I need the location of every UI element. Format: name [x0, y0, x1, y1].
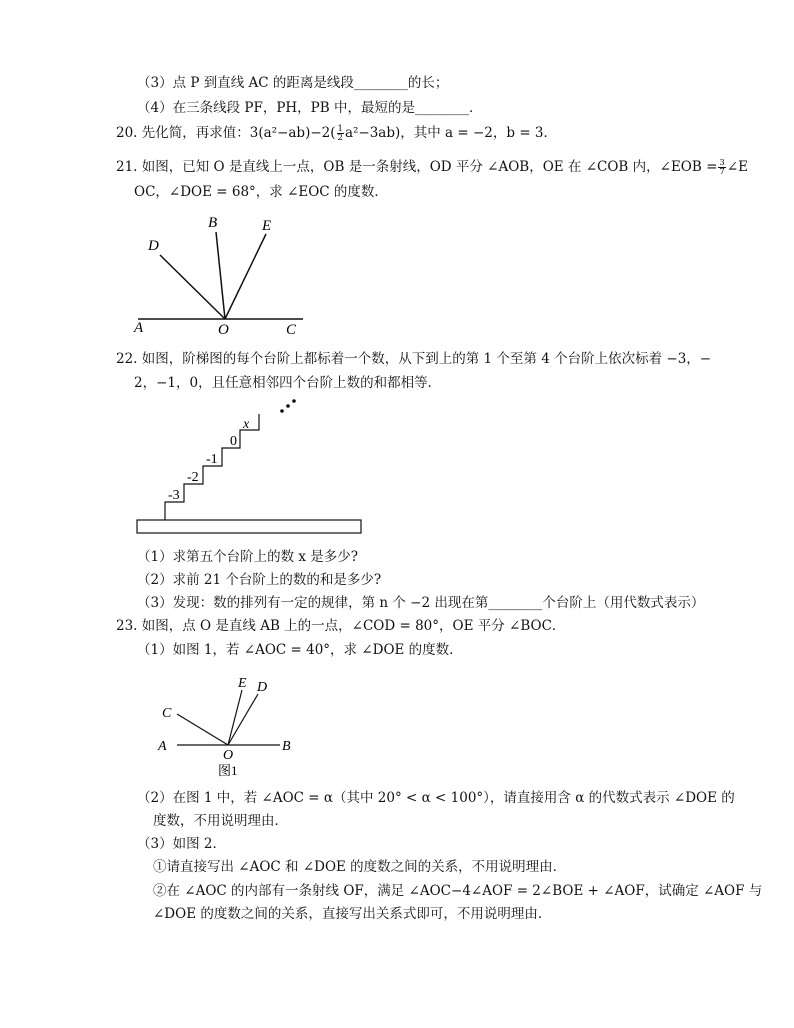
- q23-item-2-line-1: （2）在图 1 中，若 ∠AOC = α（其中 20° < α < 100°），请直接用含 α 的代数式表示 ∠DOE 的: [137, 790, 735, 806]
- label-b: B: [208, 215, 218, 231]
- ellipsis-dot: [280, 409, 284, 413]
- label-b: B: [282, 739, 291, 754]
- label-d: D: [257, 680, 268, 695]
- q21-fraction: $\frac{3}{7}$: [719, 158, 725, 177]
- ray-od: [160, 255, 225, 319]
- staircase-base: [137, 520, 361, 533]
- step-4-label: 0: [230, 434, 237, 449]
- label-c: C: [162, 706, 172, 721]
- q23-item-3-2-line-1: ②在 ∠AOC 的内部有一条射线 OF，满足 ∠AOC−4∠AOF = 2∠BOE + ∠AOF，试确定 ∠AOF 与: [153, 883, 763, 899]
- ellipsis-dot: [286, 404, 290, 408]
- step-3-label: -1: [206, 452, 218, 467]
- label-a: A: [158, 739, 167, 754]
- q19-item-4: （4）在三条线段 PF，PH，PB 中，最短的是________．: [137, 100, 483, 116]
- label-e: E: [262, 218, 272, 234]
- q23-item-3: （3）如图 2．: [137, 836, 226, 852]
- q22-line-2: 2，−1，0，且任意相邻四个台阶上数的和都相等．: [134, 375, 442, 391]
- step-2-label: -2: [187, 470, 199, 485]
- q21-text: 21. 如图，已知 O 是直线上一点，OB 是一条射线，OD 平分 ∠AOB，OE 在 ∠COB 内，∠EOB =: [116, 159, 718, 175]
- ray-ob: [216, 232, 225, 319]
- q23-item-2-line-2: 度数，不用说明理由．: [153, 813, 288, 829]
- ray-od: [228, 694, 258, 745]
- figure-q22: [132, 392, 367, 542]
- q21-text-tail: ∠E: [726, 159, 748, 175]
- q23-item-1: （1）如图 1，若 ∠AOC = 40°，求 ∠DOE 的度数．: [137, 642, 463, 658]
- q22-item-3: （3）发现：数的排列有一定的规律，第 n 个 −2 出现在第________个台阶上（用代数式表示）: [137, 595, 705, 611]
- label-e: E: [238, 676, 247, 691]
- ray-oe: [228, 690, 242, 745]
- step-5-label: x: [243, 417, 250, 432]
- q23-line: 23. 如图，点 O 是直线 AB 上的一点，∠COD = 80°，OE 平分 ∠BOC．: [116, 618, 566, 634]
- label-o: O: [223, 748, 234, 763]
- figure-caption: 图1: [218, 763, 238, 778]
- q19-item-3: （3）点 P 到直线 AC 的距离是线段________的长；: [137, 75, 449, 91]
- figure-q21: [128, 210, 318, 338]
- label-c: C: [286, 322, 297, 338]
- label-d: D: [148, 238, 159, 254]
- q23-item-3-2-line-2: ∠DOE 的度数之间的关系，直接写出关系式即可，不用说明理由．: [153, 906, 552, 922]
- q20-line: [116, 124, 557, 142]
- q23-item-3-1: ①请直接写出 ∠AOC 和 ∠DOE 的度数之间的关系，不用说明理由．: [153, 859, 567, 875]
- q20-text: 20. 先化简，再求值：3(a²−ab)−2(: [116, 125, 336, 141]
- ray-oe: [225, 234, 266, 319]
- step-1-label: -3: [168, 488, 180, 503]
- q20-fraction: $\frac{1}{2}$: [337, 124, 343, 143]
- label-a: A: [134, 320, 144, 336]
- q21-line-2: OC，∠DOE = 68°，求 ∠EOC 的度数．: [134, 184, 388, 200]
- q22-line-1: 22. 如图，阶梯图的每个台阶上都标着一个数，从下到上的第 1 个至第 4 个台阶上依次标着 −3，−: [116, 351, 712, 367]
- q22-item-2: （2）求前 21 个台阶上的数的和是多少?: [137, 572, 382, 588]
- label-o: O: [218, 322, 229, 338]
- ray-oc: [177, 714, 228, 745]
- q22-item-1: （1）求第五个台阶上的数 x 是多少?: [137, 549, 359, 565]
- figure-q23: [150, 672, 310, 782]
- q20-text-tail: a²−3ab)，其中 a = −2，b = 3．: [344, 125, 558, 141]
- ellipsis-dot: [292, 399, 296, 403]
- q21-line-1: [116, 158, 748, 176]
